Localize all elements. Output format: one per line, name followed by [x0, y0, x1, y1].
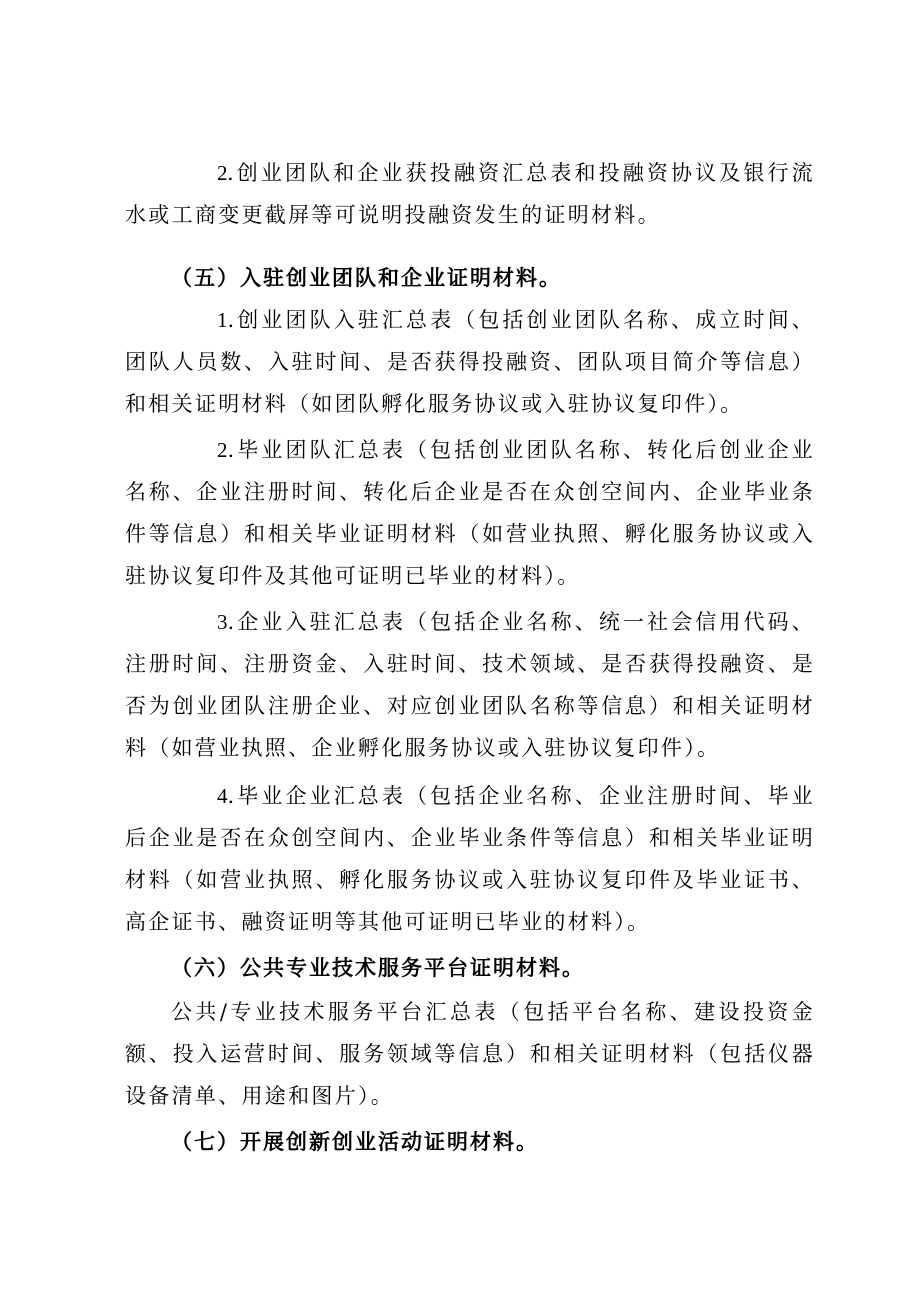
item-text: .毕业团队汇总表（包括创业团队名称、转化后创业企业名称、企业注册时间、转化后企业是否在众创空间内、企业毕业条件等信息）和相关毕业证明材料（如营业执照、孵化服务协议或入驻协议复印件及其他可证明已毕业的材料）。: [125, 438, 815, 588]
paragraph-item-2-financing: [125, 152, 815, 236]
item-number: 3: [217, 610, 228, 634]
item-text: .毕业企业汇总表（包括企业名称、企业注册时间、毕业后企业是否在众创空间内、企业毕业条件等信息）和相关毕业证明材料（如营业执照、孵化服务协议或入驻协议复印件及毕业证书、高企证书、融资证明等其他可证明已毕业的材料）。: [125, 784, 815, 934]
section-heading-7: （七）开展创新创业活动证明材料。: [171, 1130, 539, 1154]
item-text: .创业团队入驻汇总表（包括创业团队名称、成立时间、团队人员数、入驻时间、是否获得投融资、团队项目简介等信息）和相关证明材料（如团队孵化服务协议或入驻协议复印件）。: [125, 308, 815, 416]
paragraph-section5-item-4: [125, 775, 815, 943]
paragraph-section5-item-1: [125, 299, 815, 425]
paragraph-section5-item-3: [125, 601, 815, 769]
paragraph-section5-item-2: [125, 429, 815, 597]
paragraph-section6-text: 公共/专业技术服务平台汇总表（包括平台名称、建设投资金额、投入运营时间、服务领域等信息）和相关证明材料（包括仪器设备清单、用途和图片）。: [125, 1000, 815, 1108]
item-text: .企业入驻汇总表（包括企业名称、统一社会信用代码、注册时间、注册资金、入驻时间、技术领域、是否获得投融资、是否为创业团队注册企业、对应创业团队名称等信息）和相关证明材料（如营业执照、企业孵化服务协议或入驻协议复印件）。: [125, 610, 815, 760]
item-number: 2: [217, 438, 228, 462]
section-heading-5: （五）入驻创业团队和企业证明材料。: [171, 266, 562, 290]
item-number: 4: [217, 784, 228, 808]
item-number: 2: [217, 161, 228, 185]
item-text: .创业团队和企业获投融资汇总表和投融资协议及银行流水或工商变更截屏等可说明投融资发生的证明材料。: [125, 161, 815, 227]
section-heading-6: （六）公共专业技术服务平台证明材料。: [171, 956, 585, 980]
item-number: 1: [217, 308, 228, 332]
